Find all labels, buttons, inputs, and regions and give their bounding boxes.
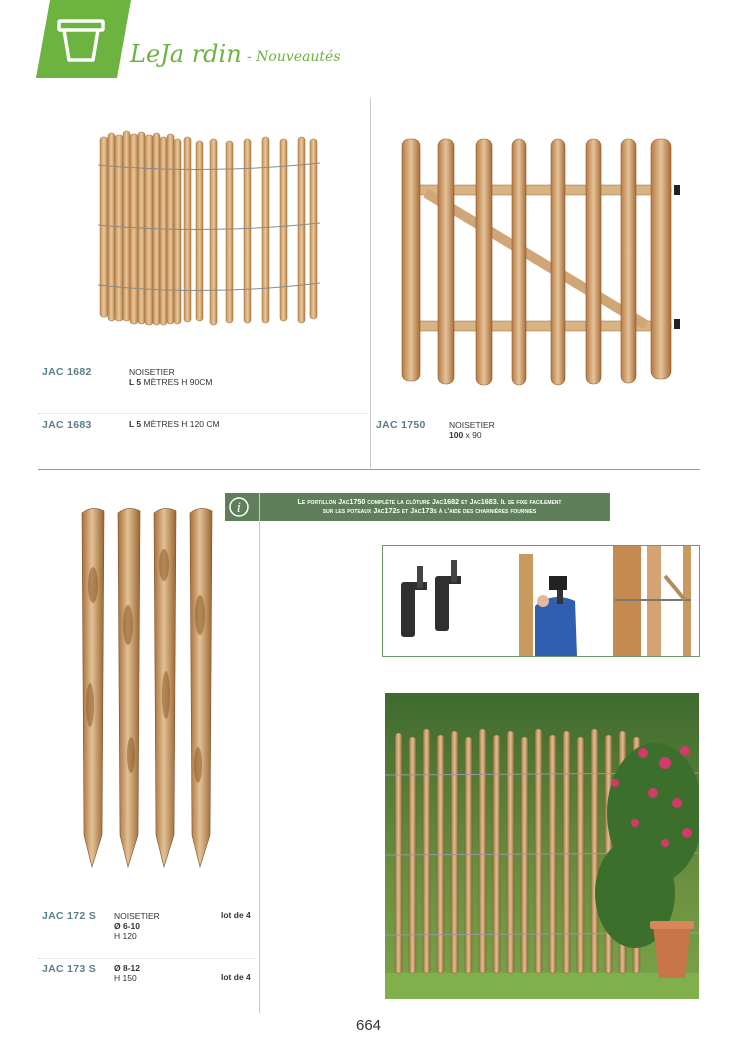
product-code-jac173s: JAC 173 S — [42, 963, 97, 975]
material-label: NOISETIER — [114, 911, 160, 921]
svg-text:i: i — [236, 501, 242, 516]
product-code-jac1683: JAC 1683 — [42, 419, 92, 431]
drilling-post-image — [513, 546, 593, 656]
diameter-label: Ø 6-10 — [114, 921, 140, 931]
hinge-installation-photos — [382, 545, 700, 657]
lot-label-jac172s: lot de 4 — [221, 910, 251, 920]
product-code-jac172s: JAC 172 S — [42, 910, 97, 922]
wooden-gate-image — [396, 133, 686, 388]
material-label: NOISETIER — [129, 367, 175, 377]
spec-line: 100 x 90 — [449, 430, 482, 440]
brand-title: LeJa rdin — [130, 40, 242, 68]
material-label: NOISETIER — [449, 420, 495, 430]
column-divider — [370, 98, 371, 468]
product-details-jac1682 — [129, 367, 212, 387]
product-details-jac1750 — [449, 420, 495, 440]
product-details-jac1683 — [129, 419, 220, 429]
brand-subtitle: - Nouveautés — [247, 49, 341, 65]
product-details-jac173s — [114, 963, 140, 983]
height-label: H 150 — [114, 973, 137, 983]
info-banner-text: Le portillon Jac1750 complète la clôture Jac1682 et Jac1683. Il se fixe facilement sur les poteaux Jac172s et Jac173s à l'aide des charnières fournies — [297, 497, 562, 515]
garden-fence-photo — [385, 693, 699, 999]
info-banner — [225, 493, 610, 521]
section-divider — [38, 469, 700, 470]
info-icon — [228, 496, 250, 518]
product-code-jac1750: JAC 1750 — [376, 419, 426, 431]
spec-line: L 5 MÈTRES H 90CM — [129, 377, 213, 387]
product-details-jac172s — [114, 911, 160, 941]
row-divider — [38, 958, 256, 959]
installed-hinge-image — [607, 546, 699, 656]
page-number: 664 — [356, 1017, 382, 1034]
spec-line: L 5 MÈTRES H 120 CM — [129, 419, 220, 429]
lot-label-jac173s: lot de 4 — [221, 972, 251, 982]
rolled-chestnut-fence-image — [96, 125, 326, 335]
row-divider — [38, 413, 368, 414]
column-divider-bottom — [259, 493, 260, 1013]
chestnut-posts-image — [78, 505, 228, 870]
height-label: H 120 — [114, 931, 137, 941]
flowerpot-icon — [56, 18, 106, 64]
product-code-jac1682: JAC 1682 — [42, 366, 92, 378]
hinge-hardware-image — [393, 552, 473, 652]
diameter-label: Ø 8-12 — [114, 963, 140, 973]
